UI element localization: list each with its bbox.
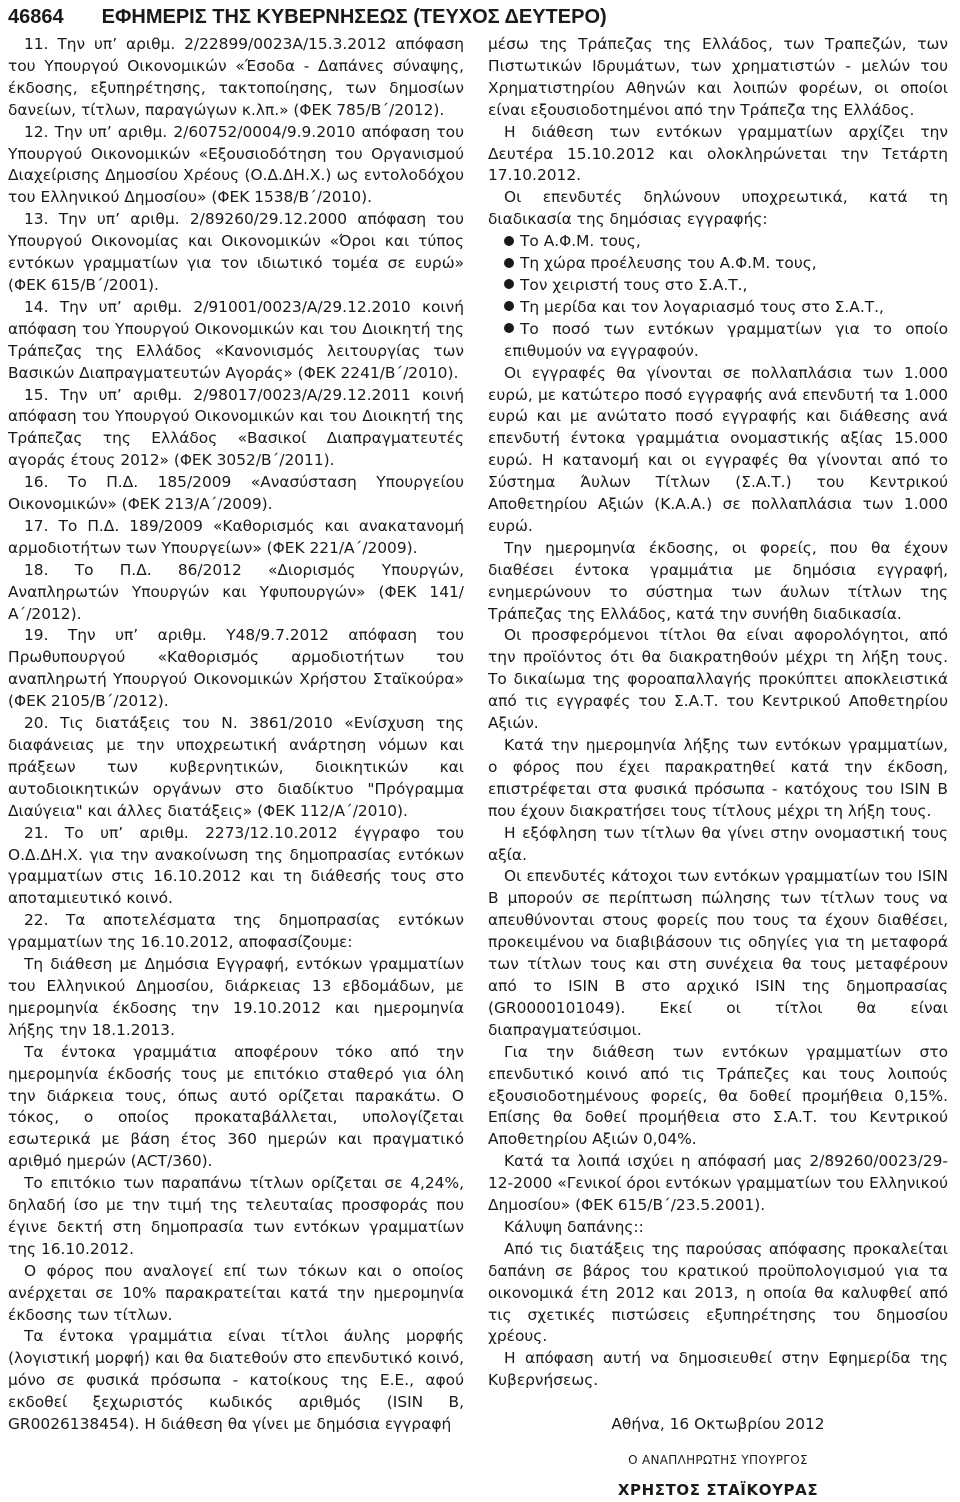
left-column xyxy=(8,34,464,1436)
paragraph: Κατά τα λοιπά ισχύει η απόφασή μας 2/89260/0023/29-12-2000 «Γενικοί όροι εντόκων γραμματίων του Ελληνικού Δημοσίου» (ΦΕΚ 615/Β΄/23.5.2001). xyxy=(488,1152,948,1215)
list-item: Το Α.Φ.Μ. τους, xyxy=(488,231,948,253)
paragraph: Τη διάθεση με Δημόσια Εγγραφή, εντόκων γραμματίων του Ελληνικού Δημοσίου, διάρκειας 13 εβδομάδων, με ημερομηνία έκδοσης την 19.10.2012 και ημερομηνία λήξης την 18.1.2013. xyxy=(8,955,464,1039)
page-header xyxy=(8,2,948,32)
signature-place-date: Αθήνα, 16 Οκτωβρίου 2012 xyxy=(611,1415,825,1434)
paragraph: Το επιτόκιο των παραπάνω τίτλων ορίζεται σε 4,24%, δηλαδή ίσο με την τιμή της τελευταίας προσφοράς που έγινε δεκτή στη δημοπρασία των εντόκων γραμματίων της 16.10.2012. xyxy=(8,1174,464,1258)
paragraph: Η εξόφληση των τίτλων θα γίνει στην ονομαστική τους αξία. xyxy=(488,823,948,864)
expense-heading: Κάλυψη δαπάνης:: xyxy=(504,1217,644,1236)
paragraph: Οι επενδυτές δηλώνουν υποχρεωτικά, κατά τη διαδικασία της δημόσιας εγγραφής: xyxy=(488,188,948,229)
bullet-icon xyxy=(504,236,514,246)
paragraph: 18. Το Π.Δ. 86/2012 «Διορισμός Υπουργών, Αναπληρωτών Υπουργών και Υφυπουργών» (ΦΕΚ 141/Α΄/2012). xyxy=(8,560,464,623)
list-item: Το ποσό των εντόκων γραμματίων για το οποίο επιθυμούν να εγγραφούν. xyxy=(504,319,948,360)
paragraph: Οι εγγραφές θα γίνονται σε πολλαπλάσια των 1.000 ευρώ, με κατώτερο ποσό εγγραφής ανά επενδυτή τα 1.000 ευρώ και με ανώτατο ποσό εγγραφής και διάθεσης ανά επενδυτή έντοκα γραμμάτια ονομαστικής αξίας 15.000 ευρώ. Η κατανομή και οι εγγραφές θα γίνονται από το Σύστημα Άυλων Τίτλων (Σ.Α.Τ.) του Κεντρικού Αποθετηρίου Αξιών (Κ.Α.Α.) σε πολλαπλάσια των 1.000 ευρώ. xyxy=(488,363,948,535)
paragraph: Οι επενδυτές κάτοχοι των εντόκων γραμματίων του ISIN B μπορούν σε περίπτωση πώλησης των τίτλων τους να απευθύνονται στους φορείς που τους τα έχουν διαθέσει, προκειμένου να διαβιβάσουν τις οδηγίες για τη μεταφορά των τίτλων τους και στη συνέχεια θα τους μεταφέρουν από το ISIN B στο αρχικό ISIN της δημοπρασίας (GR0000101049). Εκεί οι τίτλοι θα είναι διαπραγματεύσιμοι. xyxy=(488,867,948,1039)
paragraph: 20. Τις διατάξεις του Ν. 3861/2010 «Ενίσχυση της διαφάνειας με την υποχρεωτική ανάρτηση νόμων και πράξεων των κυβερνητικών, διοικητικών και αυτοδιοικητικών οργάνων στο διαδίκτυο "Πρόγραμμα Διαύγεια" και άλλες διατάξεις» (ΦΕΚ 112/Α΄/2010). xyxy=(8,714,464,820)
paragraph: 22. Τα αποτελέσματα της δημοπρασίας εντόκων γραμματίων της 16.10.2012, αποφασίζουμε: xyxy=(8,911,464,952)
paragraph: Την ημερομηνία έκδοσης, οι φορείς, που θα έχουν διαθέσει έντοκα γραμμάτια με δημόσια εγγραφή, ενημερώνουν το σύστημα των άυλων τίτλων της Τράπεζας της Ελλάδος, κατά την συνήθη διαδικασία. xyxy=(488,538,948,623)
bullet-icon xyxy=(504,301,514,311)
bullet-icon xyxy=(504,323,514,333)
paragraph: 11. Την υπ’ αριθμ. 2/22899/0023Α/15.3.2012 απόφαση του Υπουργού Οικονομικών «Έσοδα - Δαπάνες σύναψης, έκδοσης, εξυπηρέτησης, τακτοποίησης, των δημοσίων δανείων, τίτλων, παραγώγων κ.λπ.» (ΦΕΚ 785/Β΄/2012). xyxy=(8,35,464,119)
paragraph: Η διάθεση των εντόκων γραμματίων αρχίζει την Δευτέρα 15.10.2012 και ολοκληρώνεται την Τετάρτη 17.10.2012. xyxy=(488,122,948,185)
gazette-title: ΕΦΗΜΕΡΙΣ ΤΗΣ ΚΥΒΕΡΝΗΣΕΩΣ (ΤΕΥΧΟΣ ΔΕΥΤΕΡΟ) xyxy=(101,6,607,28)
paragraph: 14. Την υπ’ αριθμ. 2/91001/0023/Α/29.12.2010 κοινή απόφαση του Υπουργού Οικονομικών και του Διοικητή της Τράπεζας της Ελλάδος «Κανονισμός λειτουργίας των Βασικών Διαπραγματευτών Αγοράς» (ΦΕΚ 2241/Β΄/2010). xyxy=(8,297,464,382)
paragraph: Ο φόρος που αναλογεί επί των τόκων και ο οποίος ανέρχεται σε 10% παρακρατείται κατά την ημερομηνία έκδοσης των τίτλων. xyxy=(8,1261,464,1324)
bullet-icon xyxy=(504,279,514,289)
paragraph: 16. Το Π.Δ. 185/2009 «Ανασύσταση Υπουργείου Οικονομικών» (ΦΕΚ 213/Α΄/2009). xyxy=(8,473,464,514)
page-number: 46864 xyxy=(8,6,64,28)
list-item: Τη μερίδα και τον λογαριασμό τους στο Σ.Α.Τ., xyxy=(488,297,948,319)
list-item: Τη χώρα προέλευσης του Α.Φ.Μ. τους, xyxy=(488,253,948,275)
paragraph: Κατά την ημερομηνία λήξης των εντόκων γραμματίων, ο φόρος που έχει παρακρατηθεί κατά την έκδοση, επιστρέφεται στα φυσικά πρόσωπα - κατόχους του ISIN B που έχουν διακρατήσει τους τίτλους μέχρι τη λήξη τους. xyxy=(488,736,948,820)
paragraph: Τα έντοκα γραμμάτια είναι τίτλοι άυλης μορφής (λογιστική μορφή) και θα διατεθούν στο επενδυτικό κοινό, μόνο σε φυσικά πρόσωπα - κατοίκους της Ε.Ε., αφού εκδοθεί ξεχωριστός κωδικός αριθμός (ISIN B, GR0026138454). Η διάθεση θα γίνει με δημόσια εγγραφή xyxy=(8,1327,464,1434)
paragraph: 17. Το Π.Δ. 189/2009 «Καθορισμός και ανακατανομή αρμοδιοτήτων των Υπουργείων» (ΦΕΚ 221/Α΄/2009). xyxy=(8,516,464,557)
paragraph: 13. Την υπ’ αριθμ. 2/89260/29.12.2000 απόφαση του Υπουργού Οικονομίας και Οικονομικών «Όροι και τύπος εντόκων γραμματίων για τον ιδιωτικό τομέα σε ευρώ» (ΦΕΚ 615/Β΄/2001). xyxy=(8,210,464,294)
paragraph: Οι προσφερόμενοι τίτλοι θα είναι αφορολόγητοι, από την προϊόντος ότι θα διακρατηθούν μέχρι τη λήξη τους. Το δικαίωμα της φοροαπαλλαγής προκύπτει αποκλειστικά από τις εγγραφές του Σ.Α.Τ. του Κεντρικού Αποθετηρίου Αξιών. xyxy=(488,626,948,733)
paragraph: Για την διάθεση των εντόκων γραμματίων στο επενδυτικό κοινό από τις Τράπεζες και τους λοιπούς εξουσιοδοτημένους φορείς, θα δοθεί προμήθεια 0,15%. Επίσης θα δοθεί προμήθεια στο Σ.Α.Τ. του Κεντρικού Αποθετηρίου Αξιών 0,04%. xyxy=(488,1042,948,1149)
right-column xyxy=(488,34,948,1502)
paragraph: Από τις διατάξεις της παρούσας απόφασης προκαλείται δαπάνη σε βάρος του κρατικού προϋπολογισμού για τα οικονομικά έτη 2012 και 2013, η οποία θα καλυφθεί από τις σχετικές πιστώσεις εξυπηρέτησης του δημοσίου χρέους. xyxy=(488,1239,948,1346)
signatory-role: Ο ΑΝΑΠΛΗΡΩΤΗΣ ΥΠΟΥΡΓΟΣ xyxy=(628,1453,808,1468)
paragraph: 12. Την υπ’ αριθμ. 2/60752/0004/9.9.2010 απόφαση του Υπουργού Οικονομικών «Εξουσιοδότηση του Οργανισμού Διαχείρισης Δημοσίου Χρέους (Ο.Δ.ΔΗ.Χ.) ως εντολοδόχου του Ελληνικού Δημοσίου» (ΦΕΚ 1538/Β΄/2010). xyxy=(8,122,464,207)
paragraph: Τα έντοκα γραμμάτια αποφέρουν τόκο από την ημερομηνία έκδοσής τους με επιτόκιο σταθερό για όλη την διάρκεια τους, όπως αυτό ορίζεται παρακάτω. Ο τόκος, ο οποίος προκαταβάλλεται, υπολογίζεται εσωτερικά με βάση έτος 360 ημερών και πραγματικό αριθμό ημερών (ACT/360). xyxy=(8,1042,464,1171)
paragraph: μέσω της Τράπεζας της Ελλάδος, των Τραπεζών, των Πιστωτικών Ιδρυμάτων, των χρηματιστών - μελών του Χρηματιστηρίου Αθηνών και λοιπών φορέων, οι οποίοι είναι εξουσιοδοτημένοι από την Τράπεζα της Ελλάδος. xyxy=(488,35,948,119)
bullet-icon xyxy=(504,258,514,268)
paragraph: Η απόφαση αυτή να δημοσιευθεί στην Εφημερίδα της Κυβερνήσεως. xyxy=(488,1349,948,1390)
paragraph: 15. Την υπ’ αριθμ. 2/98017/0023/Α/29.12.2011 κοινή απόφαση του Υπουργού Οικονομικών και του Διοικητή της Τράπεζας της Ελλάδος «Βασικοί Διαπραγματευτές αγοράς έτους 2012» (ΦΕΚ 3052/Β΄/2011). xyxy=(8,385,464,470)
paragraph: 19. Την υπ’ αριθμ. Υ48/9.7.2012 απόφαση του Πρωθυπουργού «Καθορισμός αρμοδιοτήτων του αναπληρωτή Υπουργού Οικονομικών Χρήστου Σταϊκούρα» (ΦΕΚ 2105/Β΄/2012). xyxy=(8,626,464,711)
list-item: Τον χειριστή τους στο Σ.Α.Τ., xyxy=(488,275,948,297)
paragraph: 21. Το υπ’ αριθμ. 2273/12.10.2012 έγγραφο του Ο.Δ.ΔΗ.Χ. για την ανακοίνωση της δημοπρασίας εντόκων γραμματίων στις 16.10.2012 και τη διάθεσής τους στο αποταμιευτικό κοινό. xyxy=(8,823,464,908)
signatory-name: ΧΡΗΣΤΟΣ ΣΤΑΪΚΟΥΡΑΣ xyxy=(617,1481,819,1499)
